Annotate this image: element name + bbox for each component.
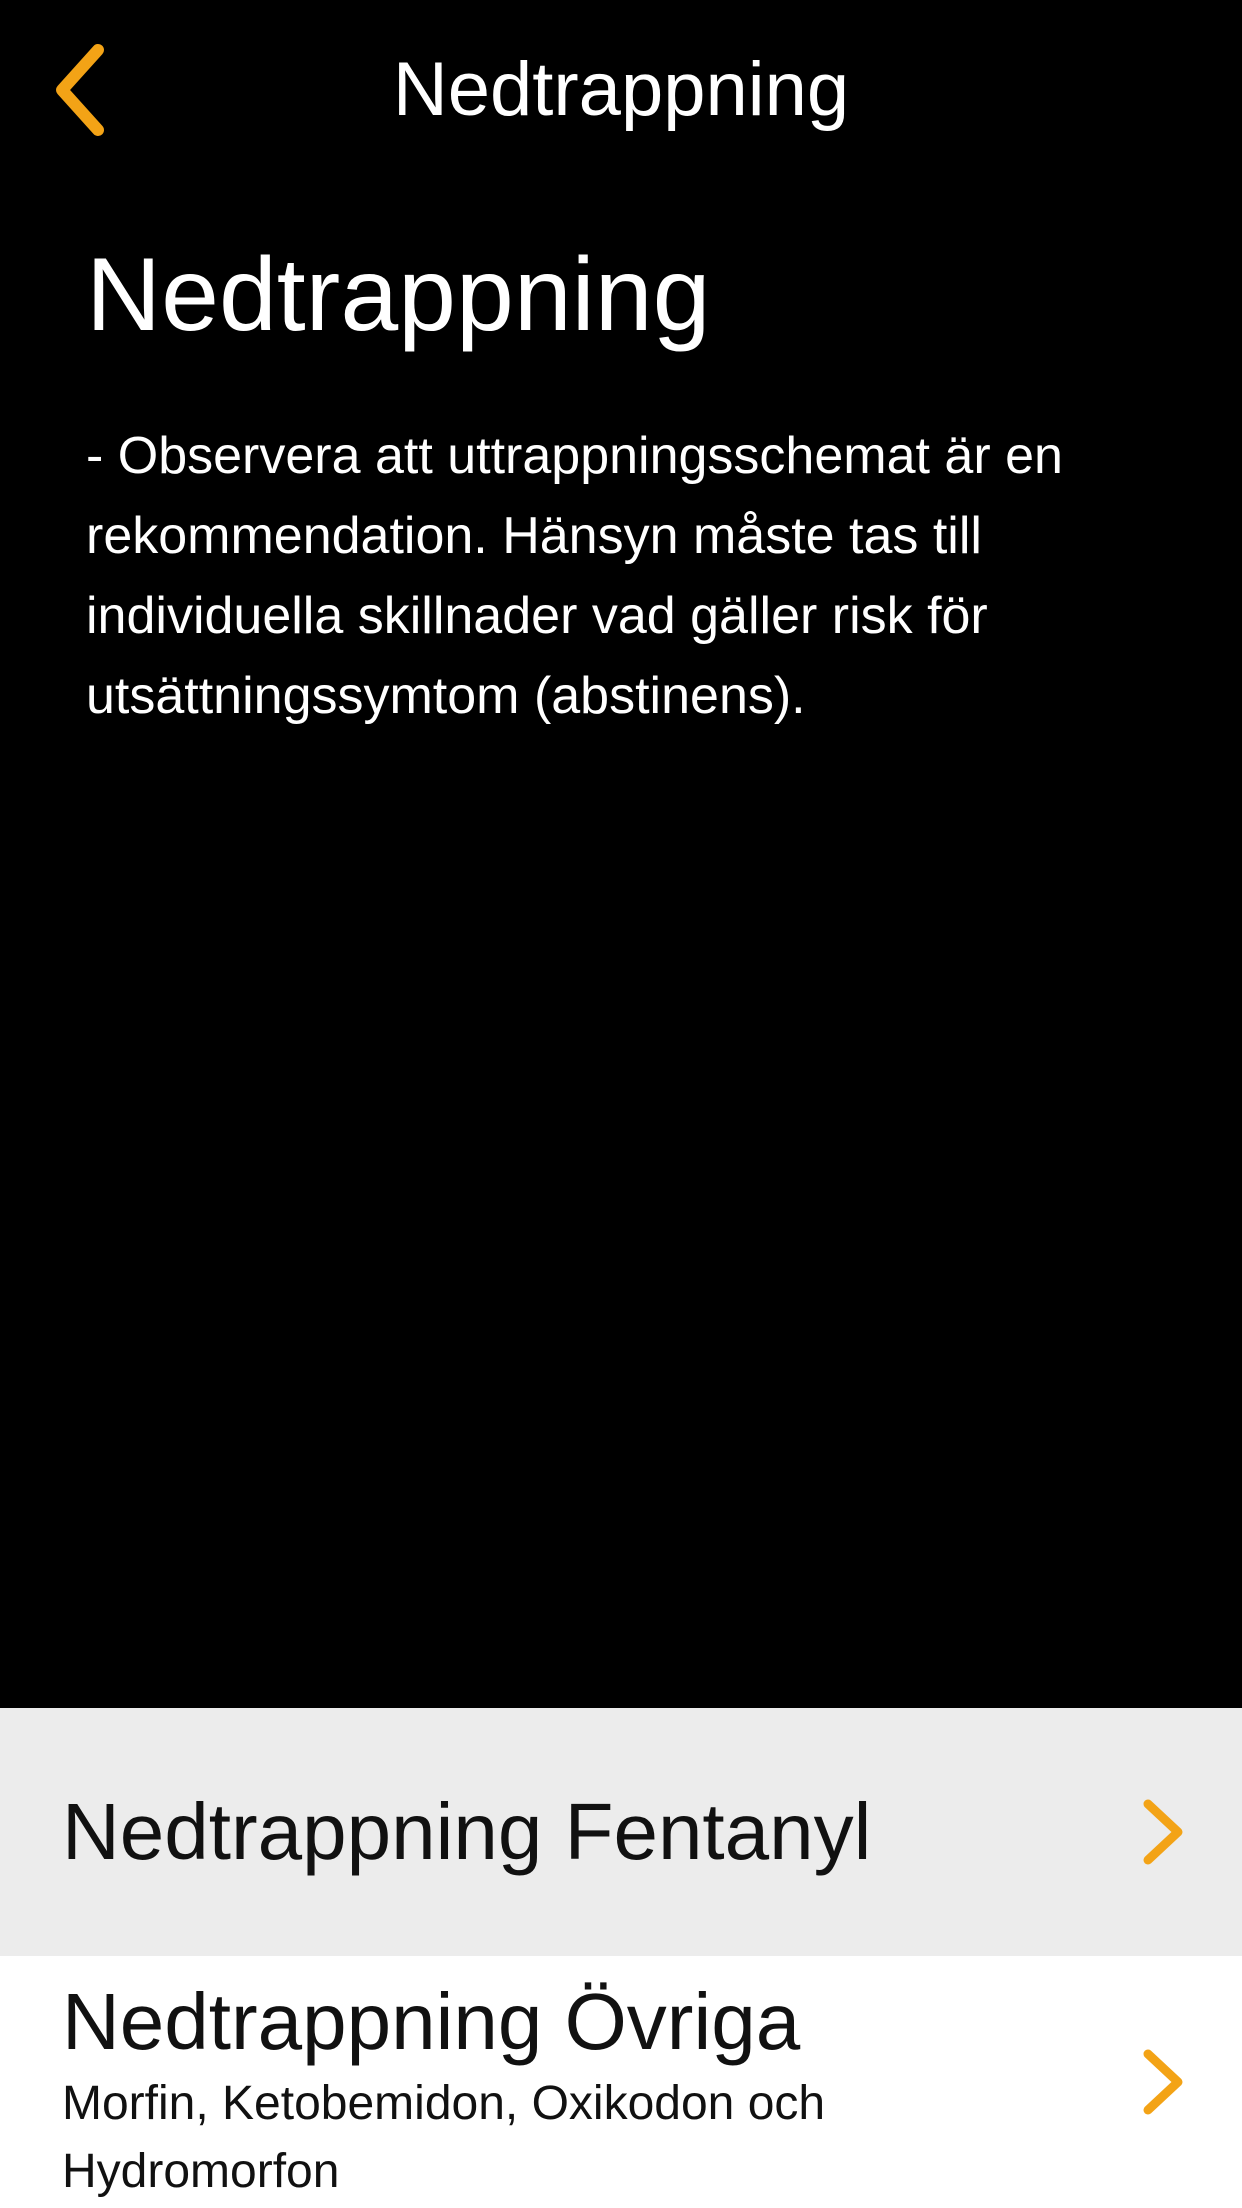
list-item-fentanyl[interactable] [0, 1708, 1242, 1956]
list-item-ovriga[interactable] [0, 1956, 1242, 2208]
page-description: - Observera att uttrappningsschemat är en rekommendation. Hänsyn måste tas till individuella skillnader vad gäller risk för utsättningssymtom (abstinens). [86, 427, 1063, 725]
option-list [0, 1708, 1242, 2208]
list-item-title: Nedtrappning Fentanyl [62, 1787, 872, 1876]
list-item-title: Nedtrappning Övriga [62, 1977, 801, 2066]
chevron-right-icon [1134, 1796, 1190, 1868]
navigation-bar [0, 0, 1242, 190]
nav-title: Nedtrappning [392, 47, 850, 132]
page-title: Nedtrappning [86, 237, 711, 353]
chevron-right-icon [1134, 2046, 1190, 2118]
main-content [86, 230, 1186, 736]
list-item-subtitle: Morfin, Ketobemidon, Oxikodon och Hydromorfon [62, 2077, 826, 2198]
